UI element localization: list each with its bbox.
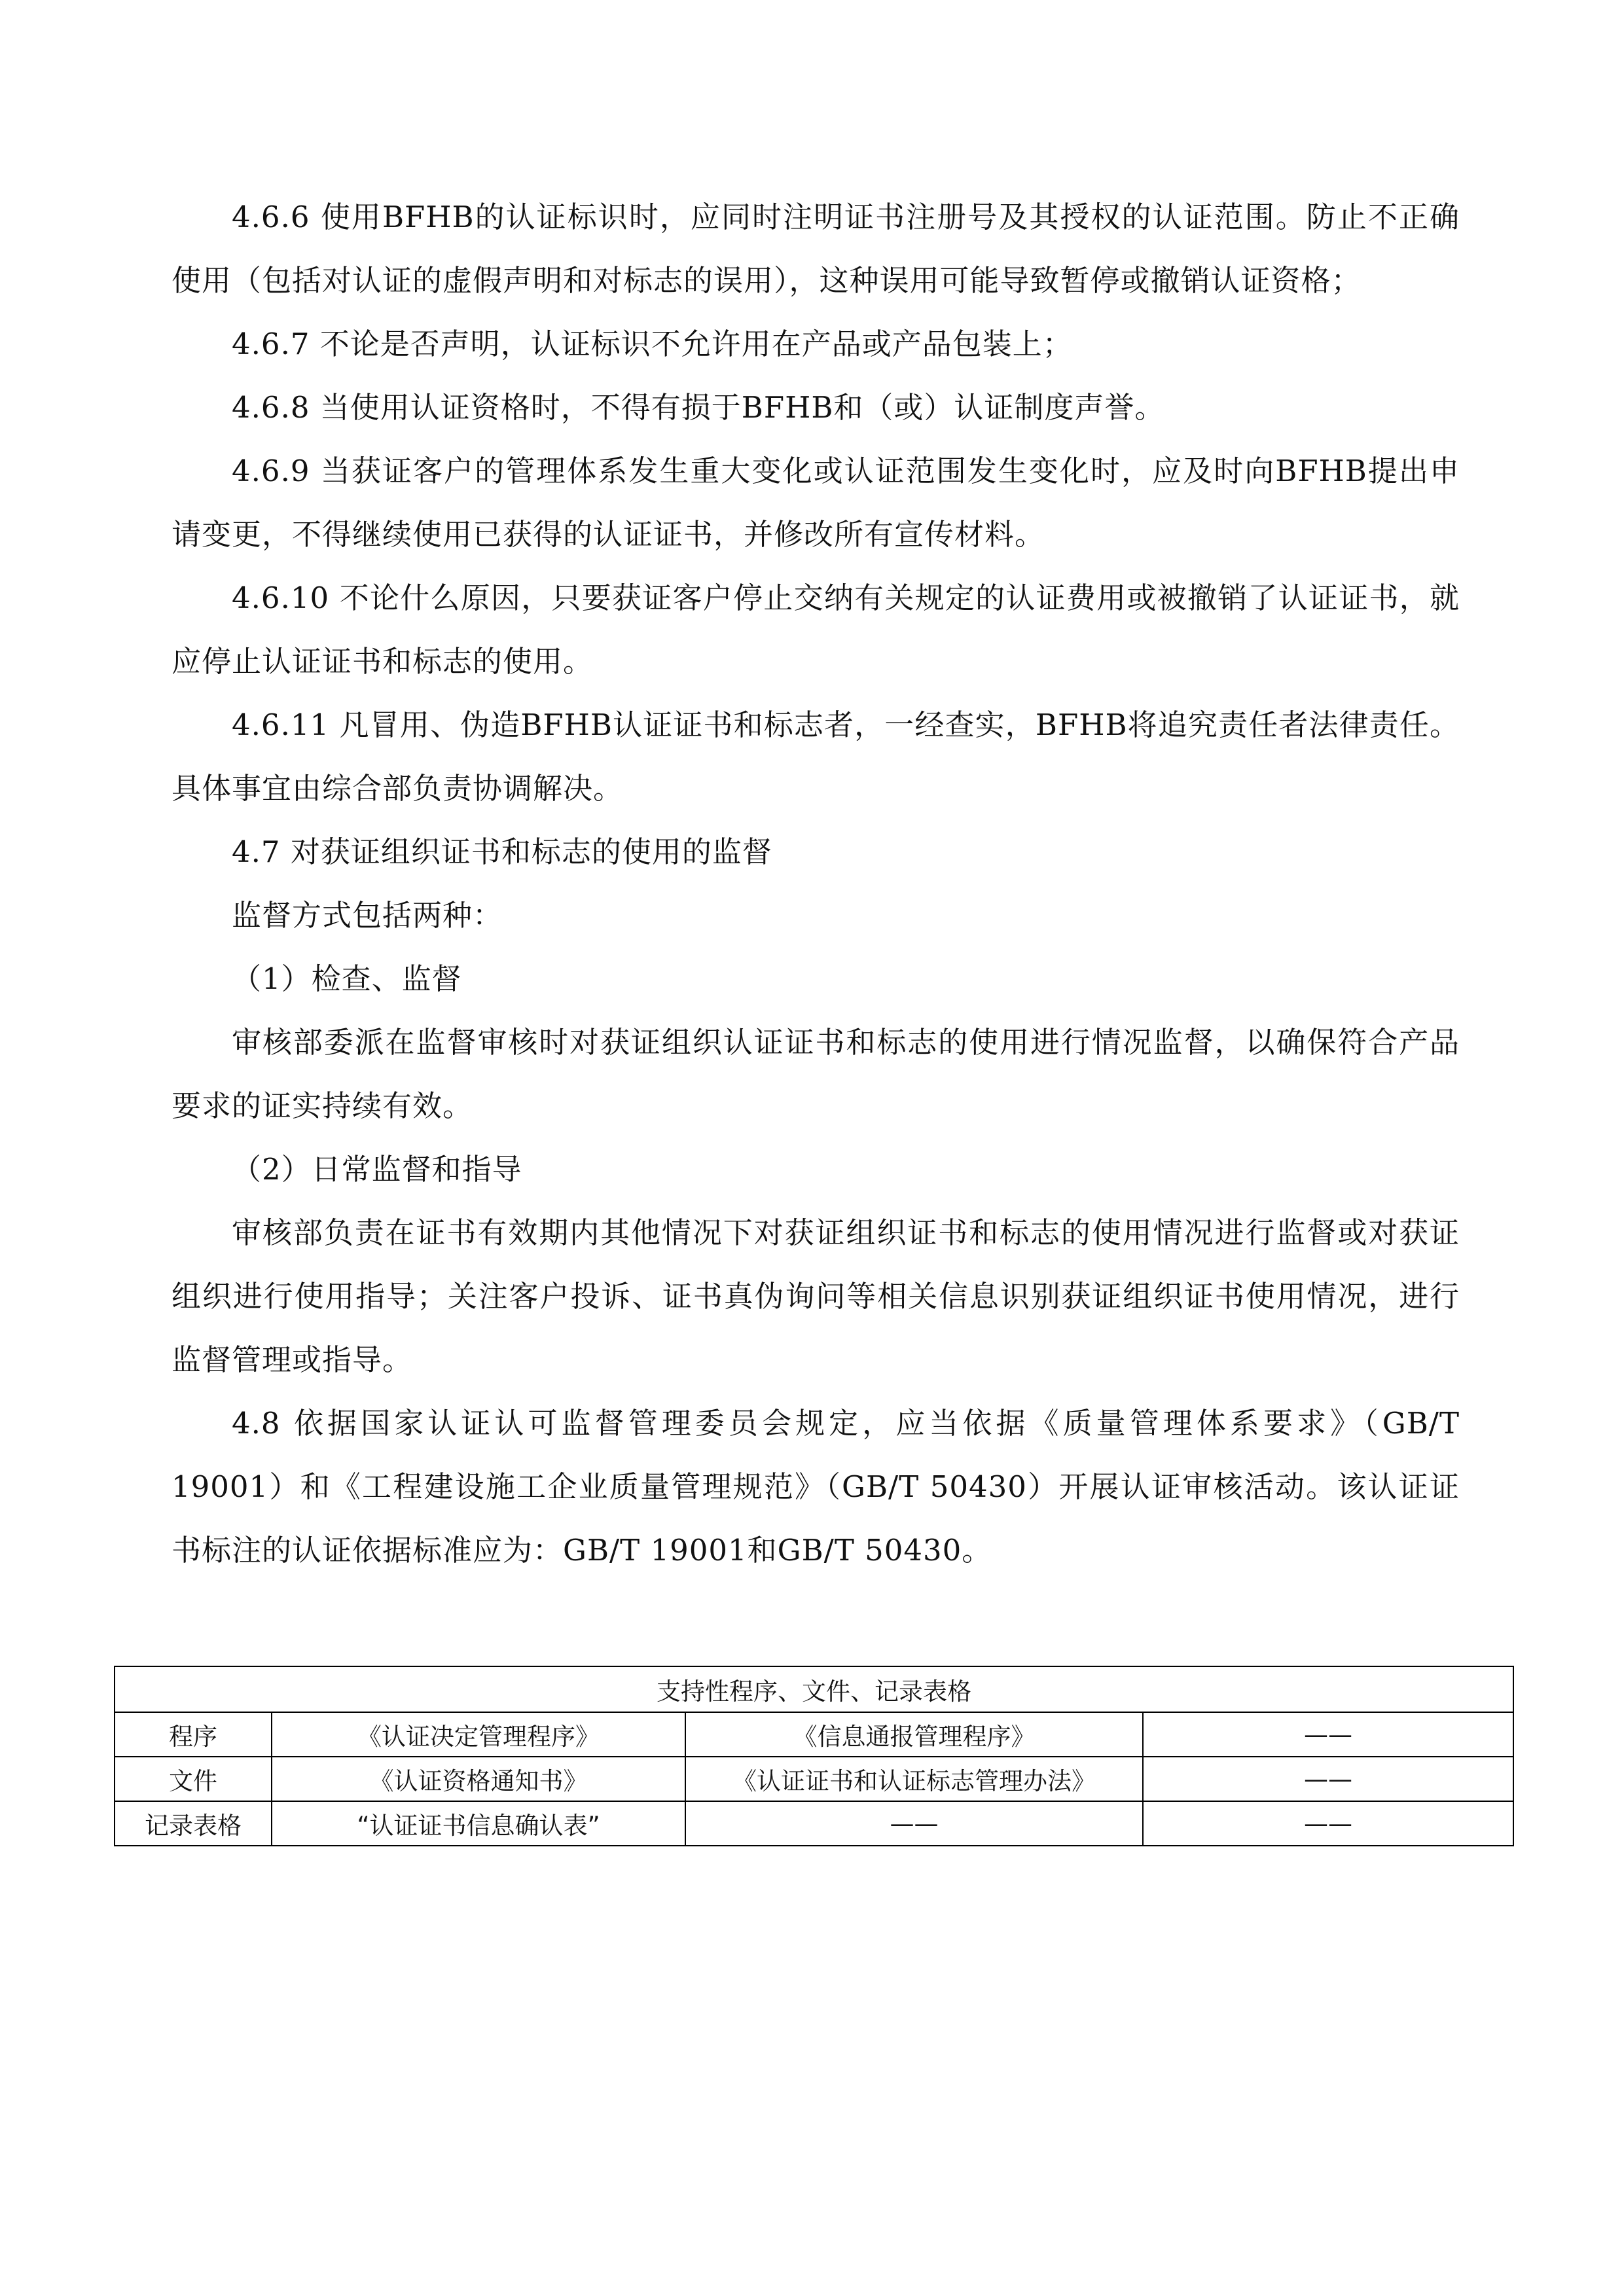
table-title-row <box>115 1666 1513 1712</box>
table-cell: “认证证书信息确认表” <box>272 1801 685 1846</box>
method-2-heading: （2）日常监督和指导 <box>232 1152 522 1187</box>
table-row <box>115 1801 1513 1846</box>
table-row <box>115 1712 1513 1757</box>
table-cell: 《认证证书和认证标志管理办法》 <box>685 1757 1143 1801</box>
row-label-document: 文件 <box>115 1757 272 1801</box>
paragraph-4-6-7: 4.6.7 不论是否声明，认证标识不允许用在产品或产品包装上； <box>232 327 1073 361</box>
table-row <box>115 1757 1513 1801</box>
table-cell: 《认证资格通知书》 <box>272 1757 685 1801</box>
table-cell: —— <box>1143 1801 1513 1846</box>
table-cell: —— <box>1143 1757 1513 1801</box>
section-heading-4-7: 4.7 对获证组织证书和标志的使用的监督 <box>232 834 772 869</box>
paragraph-4-6-11: 4.6.11 凡冒用、伪造BFHB认证证书和标志者，一经查实，BFHB将追究责任者法律责任。具体事宜由综合部负责协调解决。 <box>171 708 1460 806</box>
paragraph-4-6-8: 4.6.8 当使用认证资格时，不得有损于BFHB和（或）认证制度声誉。 <box>232 390 1165 425</box>
paragraph-4-8: 4.8 依据国家认证认可监督管理委员会规定，应当依据《质量管理体系要求》（GB/T 19001）和《工程建设施工企业质量管理规范》（GB/T 50430）开展认证审核活动。该认证证书标注的认证依据标准应为：GB/T 19001和GB/T 50430。 <box>171 1406 1460 1568</box>
paragraph-4-6-6: 4.6.6 使用BFHB的认证标识时，应同时注明证书注册号及其授权的认证范围。防止不正确使用（包括对认证的虚假声明和对标志的误用），这种误用可能导致暂停或撤销认证资格； <box>171 200 1460 298</box>
paragraph-4-6-9: 4.6.9 当获证客户的管理体系发生重大变化或认证范围发生变化时，应及时向BFHB提出申请变更，不得继续使用已获得的认证证书，并修改所有宣传材料。 <box>171 454 1460 552</box>
support-documents-table <box>114 1666 1514 1846</box>
method-2-description: 审核部负责在证书有效期内其他情况下对获证组织证书和标志的使用情况进行监督或对获证组织进行使用指导；关注客户投诉、证书真伪询问等相关信息识别获证组织证书使用情况，进行监督管理或指导。 <box>171 1215 1460 1377</box>
paragraph-4-6-10: 4.6.10 不论什么原因，只要获证客户停止交纳有关规定的认证费用或被撤销了认证证书，就应停止认证证书和标志的使用。 <box>171 581 1460 679</box>
table-title: 支持性程序、文件、记录表格 <box>115 1666 1513 1712</box>
method-1-heading: （1）检查、监督 <box>232 961 462 996</box>
document-body <box>171 185 1460 1582</box>
table-cell: 《信息通报管理程序》 <box>685 1712 1143 1757</box>
row-label-procedure: 程序 <box>115 1712 272 1757</box>
row-label-record-form: 记录表格 <box>115 1801 272 1846</box>
table-cell: 《认证决定管理程序》 <box>272 1712 685 1757</box>
table-cell: —— <box>1143 1712 1513 1757</box>
method-1-description: 审核部委派在监督审核时对获证组织认证证书和标志的使用进行情况监督，以确保符合产品要求的证实持续有效。 <box>171 1025 1460 1123</box>
table-cell: —— <box>685 1801 1143 1846</box>
supervision-methods-intro: 监督方式包括两种： <box>232 898 503 933</box>
